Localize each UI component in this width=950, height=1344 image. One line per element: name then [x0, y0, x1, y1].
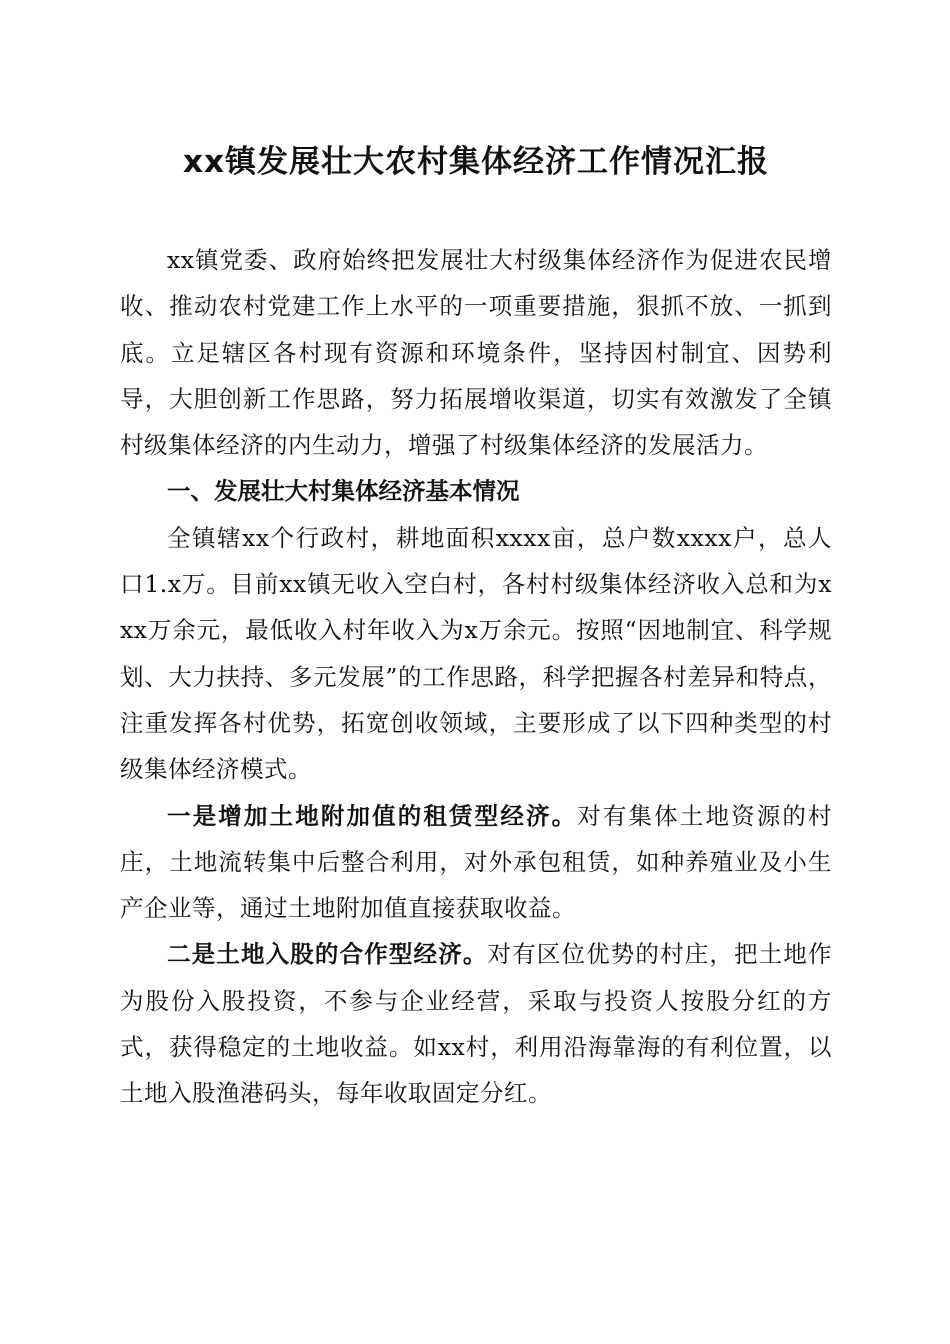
type2-lead: 二是土地入股的合作型经济。 — [167, 940, 488, 969]
type2-text: 对有区位优势的村庄，把土地作为股份入股投资，不参与企业经营，采取与投资人按股分红的方式，获得稳定的土地收益。如xx村，利用沿海靠海的有利位置，以土地入股渔港码头，每年收取固定分红。 — [120, 940, 832, 1108]
document-body — [120, 237, 832, 1117]
intro-paragraph: xx镇党委、政府始终把发展壮大村级集体经济作为促进农民增收、推动农村党建工作上水平的一项重要措施，狠抓不放、一抓到底。立足辖区各村现有资源和环境条件，坚持因村制宜、因势利导，大胆创新工作思路，努力拓展增收渠道，切实有效激发了全镇村级集体经济的内生动力，增强了村级集体经济的发展活力。 — [120, 246, 832, 460]
section-paragraph: 全镇辖xx个行政村，耕地面积xxxx亩，总户数xxxx户，总人口1.x万。目前xx镇无收入空白村，各村村级集体经济收入总和为xxx万余元，最低收入村年收入为x万余元。按照“因地制宜、科学规划、大力扶持、多元发展”的工作思路，科学把握各村差异和特点，注重发挥各村优势，拓宽创收领域，主要形成了以下四种类型的村级集体经济模式。 — [120, 523, 832, 784]
type1-lead: 一是增加土地附加值的租赁型经济。 — [167, 801, 578, 830]
section-heading: 一、发展壮大村集体经济基本情况 — [167, 477, 520, 506]
type1-paragraph — [120, 793, 832, 932]
type1-text: 对有集体土地资源的村庄，土地流转集中后整合利用，对外承包租赁，如种养殖业及小生产企业等，通过土地附加值直接获取收益。 — [120, 801, 833, 923]
document-title: xx镇发展壮大农村集体经济工作情况汇报 — [183, 144, 769, 180]
type2-paragraph — [120, 931, 832, 1116]
